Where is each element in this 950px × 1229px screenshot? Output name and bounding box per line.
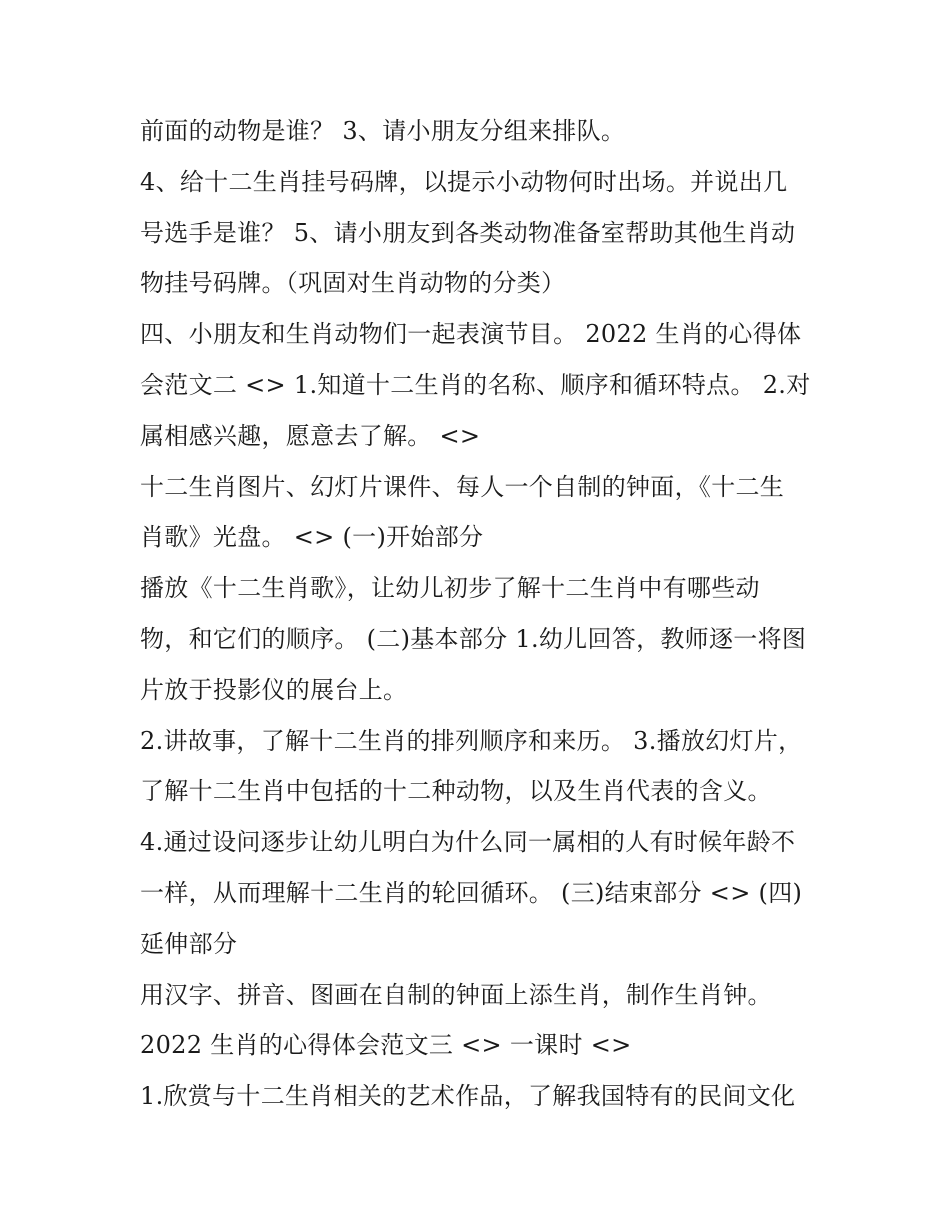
text-line: 物，和它们的顺序。 (二)基本部分 1.幼儿回答，教师逐一将图 <box>140 624 807 653</box>
text-line: 肖歌》光盘。 <> (一)开始部分 <box>140 523 484 552</box>
text-line: 片放于投影仪的展台上。 <box>140 675 408 704</box>
text-line: 1.欣赏与十二生肖相关的艺术作品，了解我国特有的民间文化 <box>140 1082 796 1111</box>
text-line: 2.讲故事，了解十二生肖的排列顺序和来历。 3.播放幻灯片， <box>140 726 803 755</box>
text-line: 会范文二 <> 1.知道十二生肖的名称、顺序和循环特点。 2.对 <box>140 370 811 399</box>
text-line: 前面的动物是谁？ 3、请小朋友分组来排队。 <box>140 117 626 145</box>
text-line: 4.通过设问逐步让幼儿明白为什么同一属相的人有时候年龄不 <box>140 828 796 857</box>
text-line: 十二生肖图片、幻灯片课件、每人一个自制的钟面，《十二生 <box>140 472 785 501</box>
text-line: 了解十二生肖中包括的十二种动物，以及生肖代表的含义。 <box>140 777 772 806</box>
text-line: 号选手是谁？ 5、请小朋友到各类动物准备室帮助其他生肖动 <box>140 218 796 247</box>
text-line: 一样，从而理解十二生肖的轮回循环。 (三)结束部分 <> (四) <box>140 878 803 907</box>
text-line: 物挂号码牌。（巩固对生肖动物的分类） <box>140 269 566 298</box>
document-body <box>140 106 820 1122</box>
text-line: 四、小朋友和生肖动物们一起表演节目。 2022 生肖的心得体 <box>140 320 802 349</box>
text-line: 用汉字、拼音、图画在自制的钟面上添生肖，制作生肖钟。 <box>140 980 772 1009</box>
text-line: 播放《十二生肖歌》，让幼儿初步了解十二生肖中有哪些动 <box>140 574 760 603</box>
text-line: 属相感兴趣，愿意去了解。 <> <box>140 421 481 450</box>
text-line: 延伸部分 <box>140 929 238 958</box>
text-line: 2022 生肖的心得体会范文三 <> 一课时 <> <box>140 1031 632 1060</box>
text-line: 4、给十二生肖挂号码牌，以提示小动物何时出场。并说出几 <box>140 167 788 196</box>
